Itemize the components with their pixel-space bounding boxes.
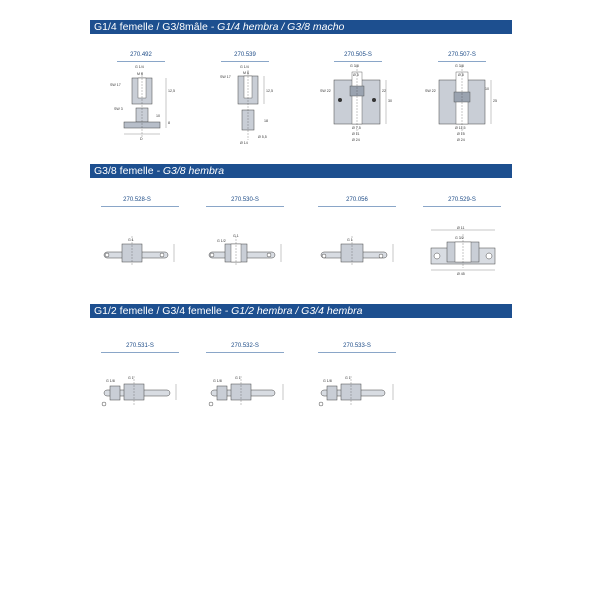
label: 30: [388, 99, 392, 103]
label: 12,5: [266, 89, 273, 93]
label: Ø 14: [240, 141, 248, 145]
label: SW 17: [220, 75, 231, 79]
part-code-270-056: 270.056: [346, 197, 368, 203]
label: SW 22: [425, 89, 436, 93]
section-title: G1/2 femelle / G3/4 femelle: [94, 305, 222, 317]
label: SW 3: [114, 107, 123, 111]
drawing-270-528-s: [100, 230, 180, 270]
divider: [101, 352, 179, 353]
label: 18: [264, 119, 268, 123]
part-code-270-539: 270.539: [234, 52, 256, 58]
label: G 1: [347, 238, 353, 242]
label: G 1: [233, 234, 239, 238]
section-title: G3/8 femelle: [94, 165, 154, 177]
section-header-g12-g34: [90, 304, 512, 318]
label: 10: [485, 87, 489, 91]
label: G 1/8: [213, 379, 222, 383]
drawing-270-507-s: [425, 62, 500, 147]
label: G 1: [128, 238, 134, 242]
label: M 6: [137, 72, 143, 76]
label: G 1: [235, 376, 241, 380]
divider: [423, 206, 501, 207]
label: Ø 15: [457, 132, 465, 136]
section-header-g38: [90, 164, 512, 178]
label: G 1/4: [240, 65, 249, 69]
section-subtitle: - G3/8 hembra: [153, 165, 225, 177]
label: 8: [168, 121, 170, 125]
label: Ø 5,5: [258, 135, 267, 139]
label: G 3/2: [455, 236, 464, 240]
drawing-270-492: [110, 62, 180, 152]
label: 10: [156, 114, 160, 118]
drawing-270-056: [315, 230, 400, 270]
drawing-270-532-s: [205, 372, 290, 412]
label: G 1: [128, 376, 134, 380]
label: G 3/8: [455, 64, 464, 68]
label: Ø 7,5: [352, 126, 361, 130]
label: G 3/8: [350, 64, 359, 68]
label: Ø 5: [353, 73, 359, 77]
section-header-g14-g38: [90, 20, 512, 34]
section-subtitle: - G1/2 hembra / G3/4 hembra: [221, 305, 363, 317]
drawing-270-531-s: [100, 372, 185, 412]
part-code-270-530-s: 270.530-S: [231, 197, 259, 203]
divider: [101, 206, 179, 207]
part-code-270-505-s: 270.505-S: [344, 52, 372, 58]
part-code-270-529-s: 270.529-S: [448, 197, 476, 203]
divider: [318, 206, 396, 207]
part-code-270-533-s: 270.533-S: [343, 343, 371, 349]
label: Ø 11,5: [455, 126, 466, 130]
section-title: G1/4 femelle / G3/8mâle: [94, 21, 211, 33]
label: G 1/8: [323, 379, 332, 383]
divider: [206, 206, 284, 207]
label: 12,5: [168, 89, 175, 93]
label: M 6: [243, 71, 249, 75]
label: SW 22: [320, 89, 331, 93]
label: 22: [382, 89, 386, 93]
part-code-270-528-s: 270.528-S: [123, 197, 151, 203]
drawing-270-505-s: [320, 62, 395, 147]
divider: [318, 352, 396, 353]
label: Ø 45: [457, 272, 465, 276]
label: G 1: [345, 376, 351, 380]
label: SW 17: [110, 83, 121, 87]
label: G 1/2: [217, 239, 226, 243]
part-code-270-532-s: 270.532-S: [231, 343, 259, 349]
divider: [206, 352, 284, 353]
label: G 1/8: [106, 379, 115, 383]
label: 25: [493, 99, 497, 103]
label: Ø 11: [457, 226, 465, 230]
drawing-270-539: [220, 62, 280, 152]
part-code-270-507-s: 270.507-S: [448, 52, 476, 58]
part-code-270-531-s: 270.531-S: [126, 343, 154, 349]
label: G 1/4: [135, 65, 144, 69]
drawing-270-533-s: [315, 372, 400, 412]
label: Ø 8: [458, 73, 464, 77]
drawing-270-529-s: [425, 226, 505, 276]
drawing-270-530-s: [205, 230, 285, 270]
part-code-270-492: 270.492: [130, 52, 152, 58]
label: Ø 11: [352, 132, 360, 136]
label: D: [140, 137, 143, 141]
section-subtitle: - G1/4 hembra / G3/8 macho: [210, 21, 345, 33]
label: Ø 24: [352, 138, 360, 142]
label: Ø 24: [457, 138, 465, 142]
